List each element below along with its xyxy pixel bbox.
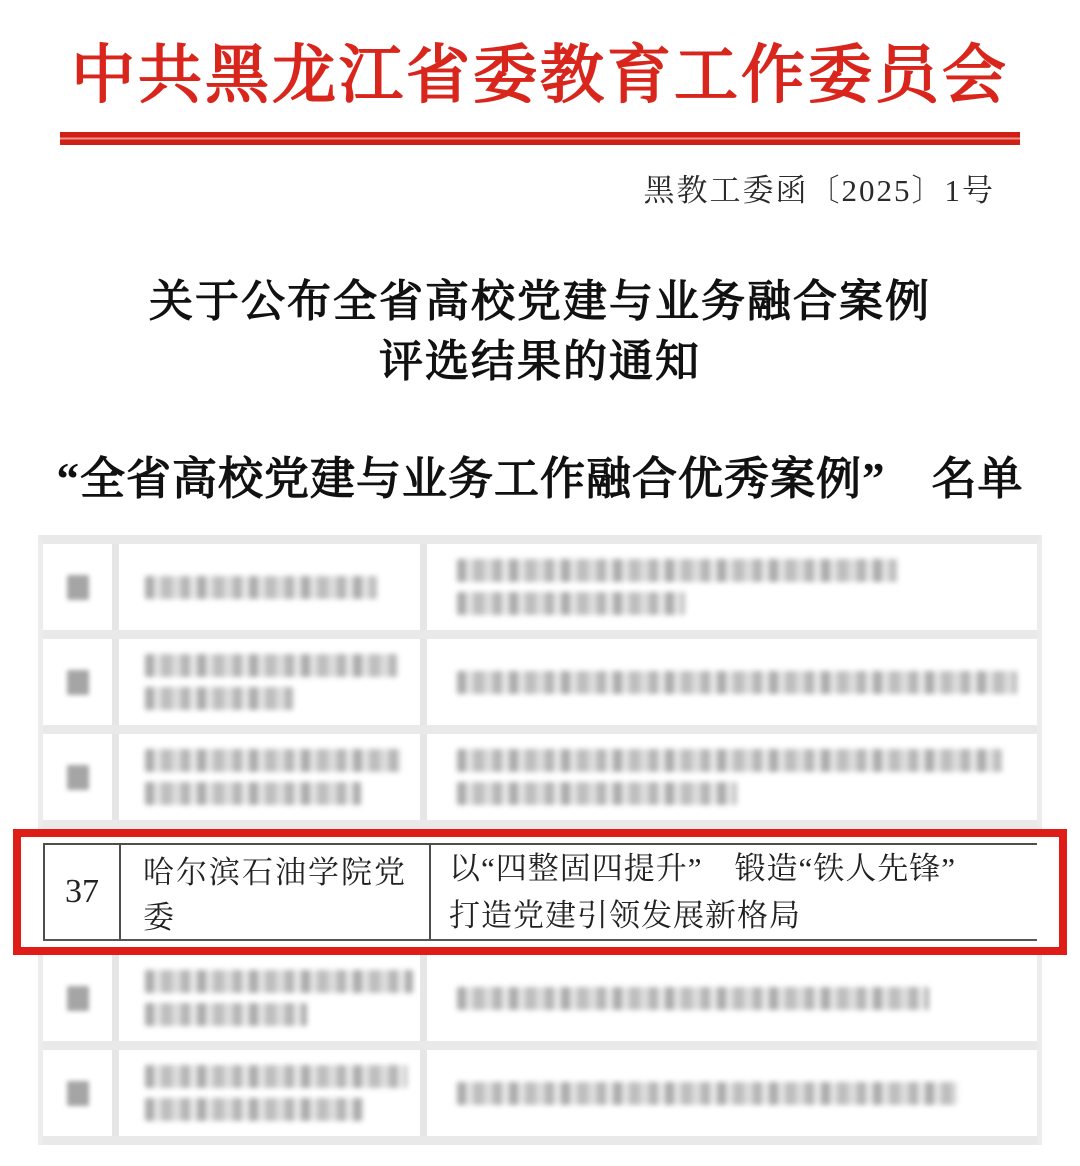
cell-case-redacted — [427, 1050, 1037, 1136]
redacted-text-blob — [457, 559, 897, 582]
table-row-blurred — [43, 734, 1037, 829]
cell-case-title — [431, 845, 1037, 939]
cell-number-redacted — [43, 544, 119, 630]
redacted-text-blob — [457, 987, 929, 1010]
redacted-text-blob — [145, 782, 361, 805]
cell-number-redacted — [43, 639, 119, 725]
cell-case-redacted — [427, 734, 1037, 820]
awards-table — [38, 535, 1042, 1145]
cell-case-redacted — [427, 955, 1037, 1041]
cell-case-redacted — [427, 639, 1037, 725]
redacted-text-blob — [457, 1082, 957, 1105]
notice-title — [0, 272, 1080, 392]
redacted-text-blob — [145, 687, 293, 710]
cell-number: 37 — [43, 845, 121, 939]
redacted-text-blob — [67, 670, 89, 695]
redacted-text-blob — [145, 1098, 363, 1121]
cell-organization-redacted — [119, 544, 427, 630]
redacted-text-blob — [457, 749, 1002, 772]
redacted-text-blob — [457, 592, 685, 615]
highlight-box — [13, 829, 1067, 955]
cell-case-redacted — [427, 544, 1037, 630]
redacted-text-blob — [145, 970, 413, 993]
redacted-text-blob — [67, 575, 89, 600]
document-page — [0, 34, 1080, 1166]
redacted-text-blob — [145, 576, 377, 599]
redacted-text-blob — [67, 1081, 89, 1106]
redacted-text-blob — [145, 1065, 407, 1088]
list-title: “全省高校党建与业务工作融合优秀案例” 名单 — [56, 454, 1024, 505]
notice-title-line1: 关于公布全省高校党建与业务融合案例 — [149, 277, 931, 327]
cell-organization-redacted — [119, 639, 427, 725]
table-row-blurred — [43, 639, 1037, 734]
redacted-text-blob — [67, 765, 89, 790]
redacted-text-blob — [67, 986, 89, 1011]
table-row-blurred — [43, 955, 1037, 1050]
table-row-blurred — [43, 1050, 1037, 1145]
redacted-text-blob — [145, 749, 401, 772]
cell-number-redacted — [43, 734, 119, 820]
letterhead-org-title: 中共黑龙江省委教育工作委员会 — [71, 40, 1009, 111]
cell-organization-redacted — [119, 734, 427, 820]
redacted-text-blob — [145, 1003, 307, 1026]
table-row-highlighted — [43, 843, 1037, 941]
redacted-text-blob — [457, 782, 737, 805]
document-number: 黑教工委函〔2025〕1号 — [643, 173, 995, 209]
cell-number-redacted — [43, 1050, 119, 1136]
case-title-line2: 打造党建引领发展新格局 — [449, 898, 801, 934]
table-row-blurred — [43, 544, 1037, 639]
cell-organization-redacted — [119, 1050, 427, 1136]
notice-title-line2: 评选结果的通知 — [379, 337, 701, 387]
cell-number-redacted — [43, 955, 119, 1041]
case-title-line1: 以“四整固四提升” 锻造“铁人先锋” — [449, 851, 957, 887]
redacted-text-blob — [457, 671, 1017, 694]
cell-organization: 哈尔滨石油学院党委 — [121, 845, 431, 939]
red-divider-rule — [60, 132, 1020, 145]
cell-organization-redacted — [119, 955, 427, 1041]
redacted-text-blob — [145, 654, 397, 677]
